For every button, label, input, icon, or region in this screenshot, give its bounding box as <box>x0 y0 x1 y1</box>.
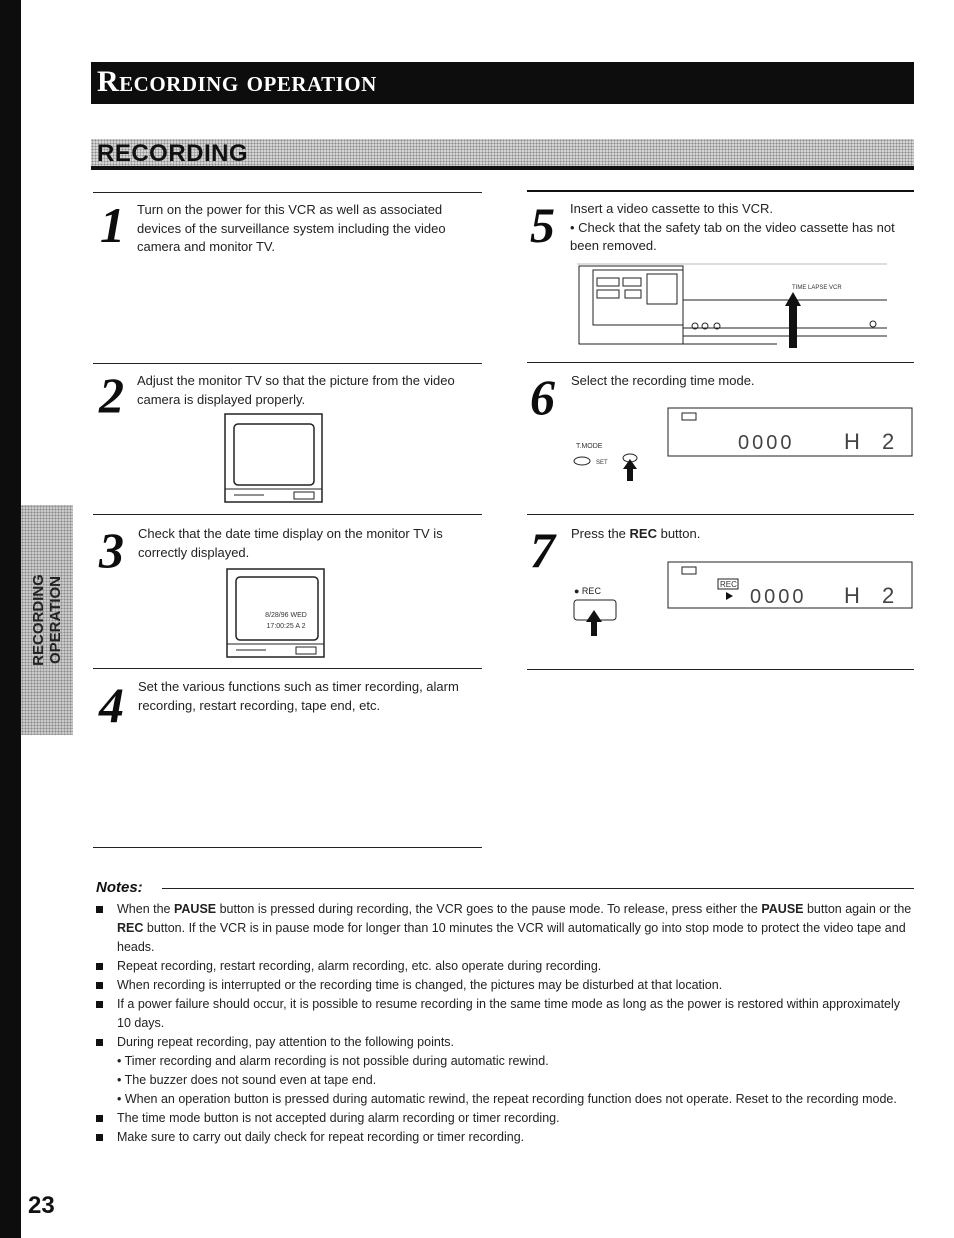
lcd-counter: 0000 <box>738 432 795 454</box>
step-2-number: 2 <box>99 367 124 423</box>
divider <box>93 192 482 193</box>
step-7-text: Press the REC button. <box>571 526 701 541</box>
tmode-button-label: T.MODE <box>576 443 603 450</box>
note-item: Repeat recording, restart recording, alarm recording, etc. also operate during recording. <box>96 957 914 976</box>
step-5-text: Insert a video cassette to this VCR. • Check that the safety tab on the video cassette has not been removed. <box>570 200 910 256</box>
note-item: During repeat recording, pay attention to the following points. • Timer recording and alarm recording is not possible during automatic rewind. • The buzzer does not sound even at tape end. • When an operation button is pressed during automatic rewind, the repeat recording function does not operate. Reset to the recording mode. <box>96 1033 914 1109</box>
divider <box>93 668 482 669</box>
step-3-number: 3 <box>99 522 124 578</box>
monitor-tv-illustration <box>224 413 324 505</box>
divider <box>527 514 914 515</box>
note-item: The time mode button is not accepted during alarm recording or timer recording. <box>96 1109 914 1128</box>
lcd-mode: H 2 <box>844 583 903 608</box>
step-6-text: Select the recording time mode. <box>571 373 755 388</box>
set-button-label: SET <box>596 460 608 466</box>
divider <box>527 669 914 670</box>
step-1-text: Turn on the power for this VCR as well as associated devices of the surveillance system including the video camera and monitor TV. <box>137 202 446 254</box>
note-item: When recording is interrupted or the recording time is changed, the pictures may be disturbed at that location. <box>96 976 914 995</box>
section-title: RECORDING <box>97 140 249 167</box>
rec-display-illustration <box>572 558 914 640</box>
vcr-front-panel-illustration <box>577 262 889 354</box>
step-4-number: 4 <box>99 677 124 733</box>
step-7-number: 7 <box>530 522 555 578</box>
lcd-counter: 0000 <box>750 586 807 608</box>
osd-date: 8/28/96 WED <box>265 612 307 619</box>
lcd-mode: H 2 <box>844 429 903 454</box>
note-item: Make sure to carry out daily check for repeat recording or timer recording. <box>96 1128 914 1147</box>
rec-button-label: ● REC <box>574 586 601 596</box>
side-tab-label: RECORDING OPERATION <box>30 574 64 666</box>
page-number: 23 <box>28 1192 55 1219</box>
monitor-tv-date-illustration <box>226 568 326 660</box>
step-5-bullet: • Check that the safety tab on the video cassette has not been removed. <box>570 219 895 253</box>
vcr-label: TIME LAPSE VCR <box>792 285 842 291</box>
divider <box>93 363 482 364</box>
section-bar <box>91 139 914 170</box>
divider <box>93 514 482 515</box>
time-mode-display-illustration <box>572 403 914 488</box>
notes-rule <box>162 888 914 889</box>
divider <box>93 847 482 848</box>
note-item: If a power failure should occur, it is possible to resume recording in the same time mode as long as the power is restored within approximately 10 days. <box>96 995 914 1033</box>
page-edge-bar <box>0 0 21 1238</box>
page-title: Recording operation <box>97 65 377 98</box>
step-4-text: Set the various functions such as timer recording, alarm recording, restart recording, tape end, etc. <box>138 679 459 713</box>
step-5-number: 5 <box>530 197 555 253</box>
osd-time: 17:00:25 A 2 <box>266 623 306 630</box>
lcd-rec-indicator: REC <box>720 580 737 589</box>
notes-heading: Notes: <box>96 879 143 896</box>
step-2-text: Adjust the monitor TV so that the picture from the video camera is displayed properly. <box>137 373 455 407</box>
notes-list <box>96 900 914 1147</box>
divider <box>527 362 914 363</box>
note-item: When the PAUSE button is pressed during recording, the VCR goes to the pause mode. To release, press either the PAUSE button again or the REC button. If the VCR is in pause mode for longer than 10 minutes the VCR will automatically go into stop mode to protect the video tape and heads. <box>96 900 914 957</box>
step-3-text: Check that the date time display on the monitor TV is correctly displayed. <box>138 526 443 560</box>
divider <box>527 190 914 192</box>
page-title-bar <box>91 62 914 104</box>
step-1-number: 1 <box>100 197 125 253</box>
step-6-number: 6 <box>530 369 555 425</box>
side-tab <box>21 505 73 735</box>
